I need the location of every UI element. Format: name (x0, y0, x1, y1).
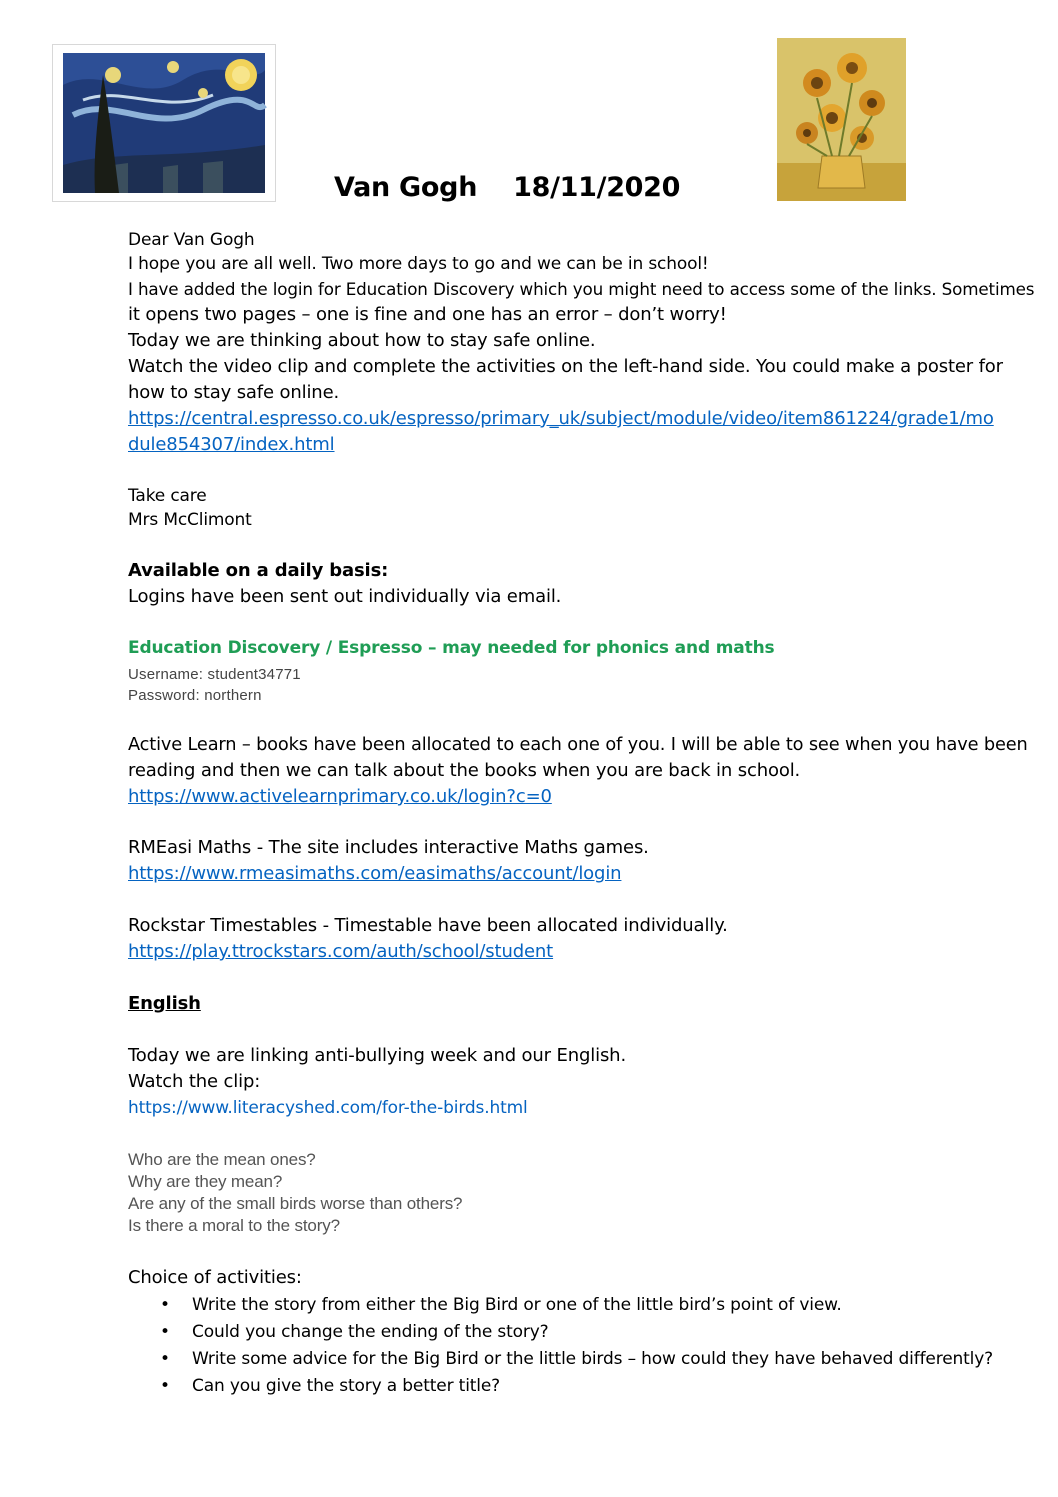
rockstar-line: Rockstar Timestables - Timestable have been allocated individually. (128, 915, 728, 936)
bullet-marker: • (160, 1295, 171, 1315)
bullet-marker: • (160, 1322, 171, 1342)
letter-line-5: Watch the video clip and complete the activities on the left-hand side. You could make a poster for (128, 356, 1003, 377)
letter-line-3: it opens two pages – one is fine and one has an error – don’t worry! (128, 304, 727, 325)
page-title (334, 172, 680, 203)
letter-line-2: I have added the login for Education Discovery which you might need to access some of the links. Sometimes (128, 279, 1035, 299)
username-text: Username: student34771 (128, 666, 301, 683)
daily-heading: Available on a daily basis: (128, 560, 389, 581)
letter-line-1: I hope you are all well. Two more days to go and we can be in school! (128, 254, 709, 274)
english-line-1: Today we are linking anti-bullying week and our English. (128, 1045, 627, 1066)
letter-line-6: how to stay safe online. (128, 382, 340, 403)
english-heading: English (128, 993, 201, 1014)
rmeasi-link[interactable]: https://www.rmeasimaths.com/easimaths/account/login (128, 863, 622, 884)
starry-night-image (52, 44, 276, 202)
active-learn-line-2: reading and then we can talk about the books when you are back in school. (128, 760, 801, 781)
signoff-take-care: Take care (128, 486, 207, 506)
activity-item: Write some advice for the Big Bird or the little birds – how could they have behaved differently? (192, 1349, 993, 1369)
activity-item: Can you give the story a better title? (192, 1376, 501, 1396)
rmeasi-line: RMEasi Maths - The site includes interactive Maths games. (128, 837, 649, 858)
education-discovery-heading: Education Discovery / Espresso – may needed for phonics and maths (128, 638, 775, 658)
literacy-shed-link[interactable]: https://www.literacyshed.com/for-the-birds.html (128, 1098, 528, 1118)
english-line-2: Watch the clip: (128, 1071, 261, 1092)
title-date: 18/11/2020 (513, 172, 681, 203)
espresso-video-link[interactable]: https://central.espresso.co.uk/espresso/primary_uk/subject/module/video/item861224/grade1/mo (128, 408, 994, 429)
title-text: Van Gogh (334, 172, 478, 203)
question-4: Is there a moral to the story? (128, 1216, 340, 1235)
question-3: Are any of the small birds worse than others? (128, 1194, 463, 1213)
password-text: Password: northern (128, 687, 262, 704)
activity-item: Could you change the ending of the story? (192, 1322, 549, 1342)
espresso-video-link-continued[interactable]: dule854307/index.html (128, 434, 335, 455)
question-2: Why are they mean? (128, 1172, 283, 1191)
sunflowers-image (777, 38, 906, 201)
question-1: Who are the mean ones? (128, 1150, 316, 1169)
bullet-marker: • (160, 1349, 171, 1369)
active-learn-link[interactable]: https://www.activelearnprimary.co.uk/login?c=0 (128, 786, 552, 807)
greeting: Dear Van Gogh (128, 230, 255, 250)
bullet-marker: • (160, 1376, 171, 1396)
choice-heading: Choice of activities: (128, 1267, 302, 1288)
daily-note: Logins have been sent out individually via email. (128, 586, 562, 607)
letter-line-4: Today we are thinking about how to stay safe online. (128, 330, 596, 351)
signoff-name: Mrs McClimont (128, 510, 252, 530)
active-learn-line-1: Active Learn – books have been allocated to each one of you. I will be able to see when you have been (128, 735, 1028, 755)
activity-item: Write the story from either the Big Bird or one of the little bird’s point of view. (192, 1295, 842, 1315)
rockstar-link[interactable]: https://play.ttrockstars.com/auth/school/student (128, 941, 554, 962)
